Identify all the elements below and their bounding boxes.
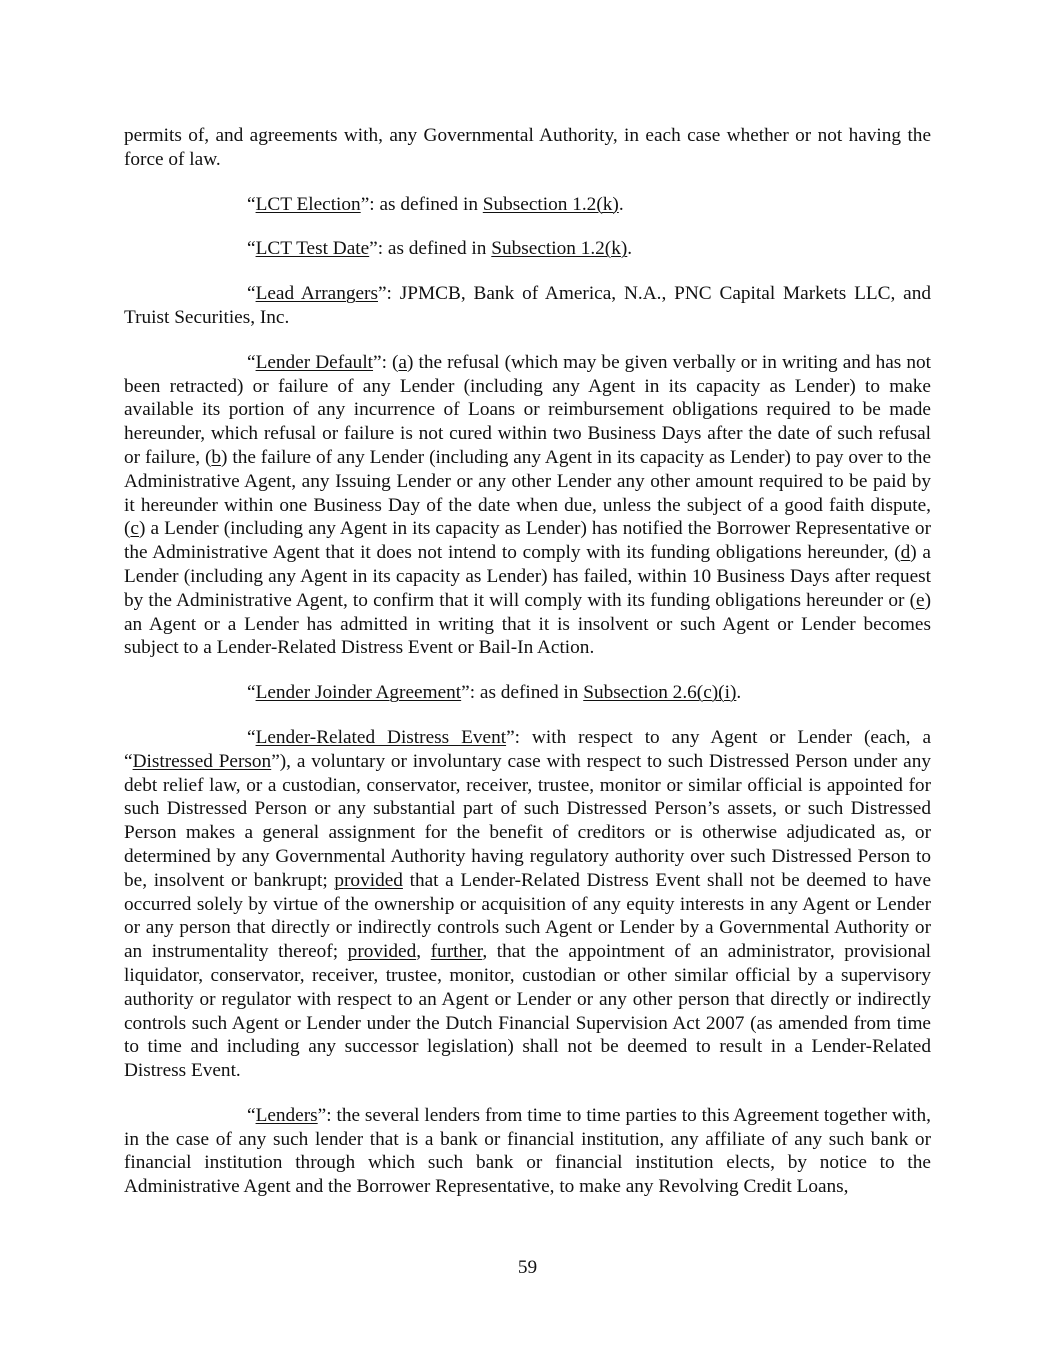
- defined-term: LCT Election: [255, 193, 361, 215]
- defined-term: Distressed Person: [132, 750, 272, 772]
- definition-lender-related-distress-event: “Lender-Related Distress Event”: with respect to any Agent or Lender (each, a “Distressed Person”), a voluntary or involuntary case with respect to such Distressed Person under any debt relief law, or a custodian, conservator, receiver, trustee, monitor or similar official is appointed for such Distressed Person or any substantial part of such Distressed Person’s assets, or such Distressed Person makes a general assignment for the benefit of creditors or is otherwise adjudicated as, or determined by any Governmental Authority having regulatory authority over such Distressed Person to be, insolvent or bankrupt; provided that a Lender-Related Distress Event shall not be deemed to have occurred solely by virtue of the ownership or acquisition of any equity interests in any Agent or Lender or any person that directly or indirectly controls such Agent or Lender by a Governmental Authority or an instrumentality thereof; provided, further, that the appointment of an administrator, provisional liquidator, conservator, receiver, trustee, monitor, custodian or other similar official by a supervisory authority or regulator with respect to an Agent or Lender or any other person that directly or indirectly controls such Agent or Lender under the Dutch Financial Supervision Act 2007 (as amended from time to time and including any successor legislation) shall not be deemed to result in a Lender-Related Distress Event.: [124, 726, 932, 1082]
- proviso-keyword: further: [430, 941, 483, 963]
- page-number: 59: [517, 1257, 538, 1278]
- clause-marker: b: [211, 446, 222, 468]
- definition-lct-election: “LCT Election”: as defined in Subsection 1.2(k).: [247, 193, 624, 215]
- cross-reference: Subsection 1.2(k): [491, 238, 628, 260]
- proviso-keyword: provided: [347, 941, 417, 963]
- defined-term: Lender-Related Distress Event: [255, 726, 507, 748]
- clause-marker: d: [900, 542, 911, 564]
- defined-term: Lead Arrangers: [255, 283, 378, 305]
- clause-marker: c: [130, 518, 139, 540]
- definition-lead-arrangers: “Lead Arrangers”: JPMCB, Bank of America, N.A., PNC Capital Markets LLC, and Truist Securities, Inc.: [124, 283, 931, 328]
- defined-term: LCT Test Date: [255, 238, 370, 260]
- paragraph-continuation: [124, 124, 931, 172]
- paragraph-text: permits of, and agreements with, any Governmental Authority, in each case whether or not having the force of law.: [124, 125, 931, 170]
- clause-marker: a: [398, 351, 407, 373]
- definition-lct-test-date: “LCT Test Date”: as defined in Subsection 1.2(k).: [247, 238, 633, 260]
- cross-reference: Subsection 2.6(c)(i): [583, 682, 737, 704]
- definition-lender-default: “Lender Default”: (a) the refusal (which may be given verbally or in writing and has not been retracted) or failure of any Lender (including any Agent in its capacity as Lender) to make available its portion of any incurrence of Loans or reimbursement obligations required to be made hereunder, which refusal or failure is not cured within two Business Days after the date of such refusal or failure, (b) the failure of any Lender (including any Agent in its capacity as Lender) to pay over to the Administrative Agent, any Issuing Lender or any other Lender any other amount required to be paid by it hereunder within one Business Day of the date when due, unless the subject of a good faith dispute, (c) a Lender (including any Agent in its capacity as Lender) has notified the Borrower Representative or the Administrative Agent that it does not intend to comply with its funding obligations hereunder, (d) a Lender (including any Agent in its capacity as Lender) has failed, within 10 Business Days after request by the Administrative Agent, to confirm that it will comply with its funding obligations hereunder or (e) an Agent or a Lender has admitted in writing that it is insolvent or such Agent or Lender becomes subject to a Lender-Related Distress Event or Bail-In Action.: [124, 351, 931, 659]
- cross-reference: Subsection 1.2(k): [482, 193, 619, 215]
- defined-term: Lenders: [255, 1104, 318, 1126]
- defined-term: Lender Default: [255, 351, 374, 373]
- definition-lenders: “Lenders”: the several lenders from time to time parties to this Agreement together with, in the case of any such lender that is a bank or financial institution, any affiliate of any such bank or financial institution through which such bank or financial institution elects, by notice to the Administrative Agent and the Borrower Representative, to make any Revolving Credit Loans,: [124, 1104, 931, 1198]
- clause-marker: e: [916, 589, 925, 611]
- proviso-keyword: provided: [334, 869, 403, 891]
- document-page: [124, 124, 931, 1220]
- definition-lender-joinder-agreement: “Lender Joinder Agreement”: as defined in Subsection 2.6(c)(i).: [247, 682, 742, 704]
- defined-term: Lender Joinder Agreement: [255, 682, 462, 704]
